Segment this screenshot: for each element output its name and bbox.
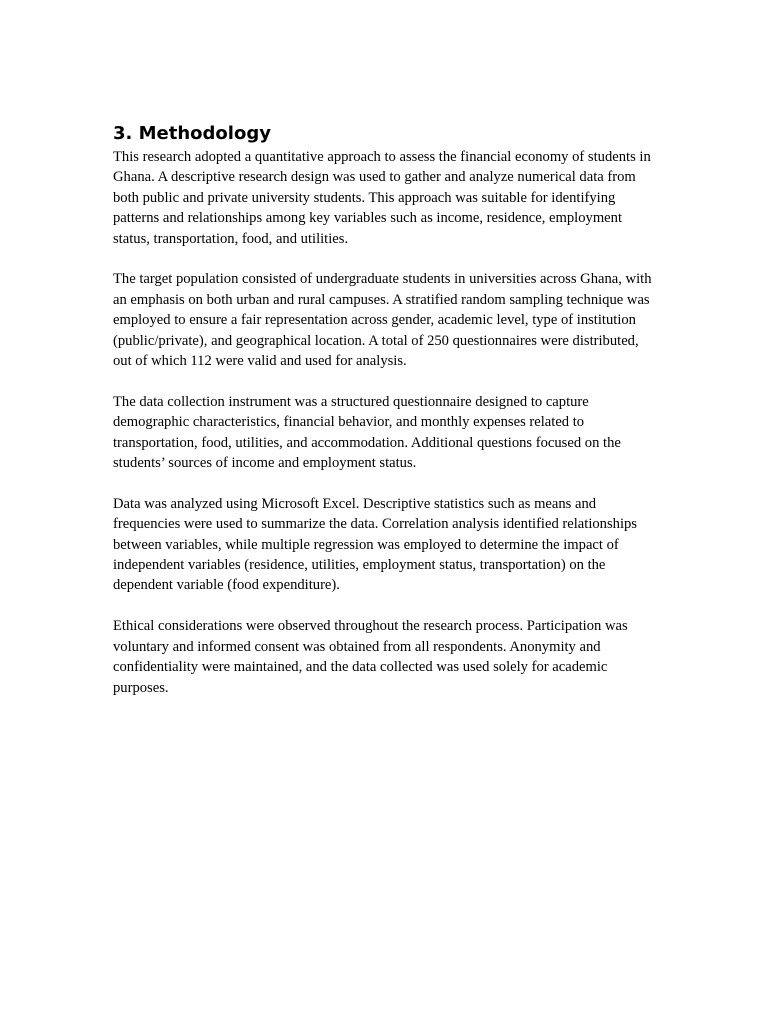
paragraph-ethical-considerations: Ethical considerations were observed throughout the research process. Participation was voluntary and informed consent was obtained from all respondents. Anonymity and confidentiality were maintained, and the data collected was used solely for academic purposes.	[113, 618, 628, 696]
paragraph-data-analysis: Data was analyzed using Microsoft Excel. Descriptive statistics such as means and frequencies were used to summarize the data. Correlation analysis identified relationships between variables, while multiple regression was employed to determine the impact of independent variables (residence, utilities, employment status, transportation) on the dependent variable (food expenditure).	[113, 495, 637, 594]
methodology-section	[113, 122, 658, 718]
paragraph-research-approach: This research adopted a quantitative approach to assess the financial economy of students in Ghana. A descriptive research design was used to gather and analyze numerical data from both public and private university students. This approach was suitable for identifying patterns and relationships among key variables such as income, residence, employment status, transportation, food, and utilities.	[113, 149, 651, 247]
section-heading: 3. Methodology	[113, 123, 271, 144]
paragraph-data-collection: The data collection instrument was a structured questionnaire designed to capture demographic characteristics, financial behavior, and monthly expenses related to transportation, food, utilities, and accommodation. Additional questions focused on the students’ sources of income and employment status.	[113, 393, 621, 472]
paragraph-target-population: The target population consisted of undergraduate students in universities across Ghana, with an emphasis on both urban and rural campuses. A stratified random sampling technique was employed to ensure a fair representation across gender, academic level, type of institution (public/private), and geographical location. A total of 250 questionnaires were distributed, out of which 112 were valid and used for analysis.	[113, 271, 652, 370]
